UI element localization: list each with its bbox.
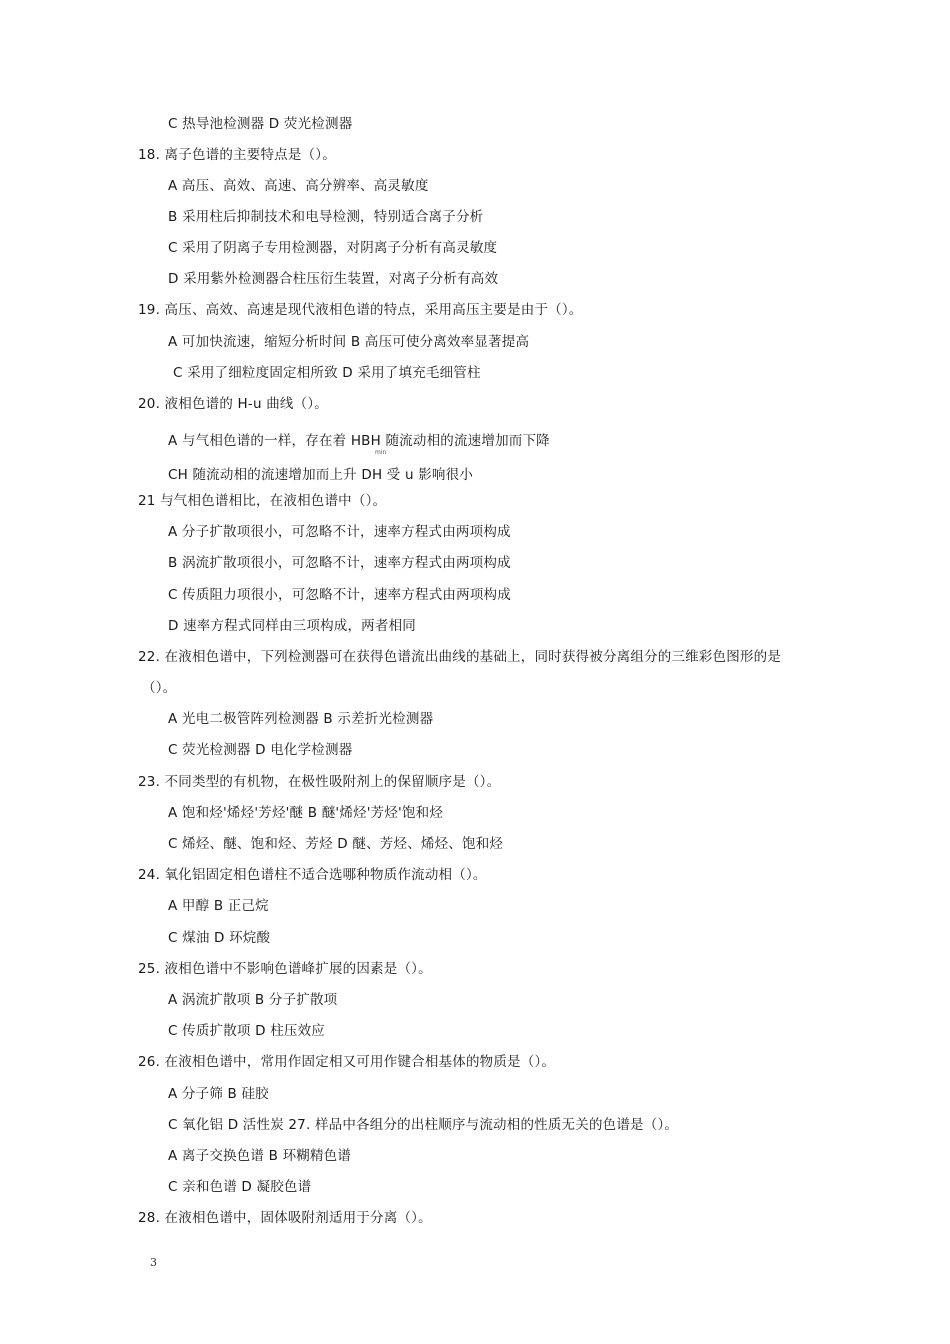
q27-option-cd: C 亲和色谱 D 凝胶色谱 [168, 1179, 312, 1195]
page-number: 3 [150, 1256, 157, 1269]
q23-option-cd: C 烯烃、醚、饱和烃、芳烃 D 醚、芳烃、烯烃、饱和烃 [168, 836, 504, 852]
q20-option-cd: CH 随流动相的流速增加而上升 DH 受 u 影响很小 [168, 467, 474, 483]
q20-stem: 20. 液相色谱的 H-u 曲线（）。 [138, 396, 328, 412]
q25-stem: 25. 液相色谱中不影响色谱峰扩展的因素是（）。 [138, 961, 432, 977]
q21-stem: 21 与气相色谱相比，在液相色谱中（）。 [138, 493, 387, 509]
q26-option-cd-q27-stem: C 氧化铝 D 活性炭 27. 样品中各组分的出柱顺序与流动相的性质无关的色谱是（）。 [168, 1117, 679, 1133]
q22-stem: 22. 在液相色谱中，下列检测器可在获得色谱流出曲线的基础上，同时获得被分离组分的三维彩色图形的是 [138, 649, 782, 665]
q18-stem: 18. 离子色谱的主要特点是（）。 [138, 147, 336, 163]
q22-option-cd: C 荧光检测器 D 电化学检测器 [168, 742, 353, 758]
q20-option-ab: A 与气相色谱的一样，存在着 HBH 随流动相的流速增加而下降 [168, 433, 550, 449]
q26-stem: 26. 在液相色谱中，常用作固定相又可用作键合相基体的物质是（）。 [138, 1054, 556, 1070]
q18-option-b: B 采用柱后抑制技术和电导检测，特别适合离子分析 [168, 209, 484, 225]
q22-stem-cont: （）。 [142, 680, 177, 696]
q24-stem: 24. 氧化铝固定相色谱柱不适合选哪种物质作流动相（）。 [138, 867, 487, 883]
q21-option-b: B 涡流扩散项很小，可忽略不计，速率方程式由两项构成 [168, 555, 511, 571]
q18-option-c: C 采用了阴离子专用检测器，对阴离子分析有高灵敏度 [168, 240, 498, 256]
q23-option-ab: A 饱和烃'烯烃'芳烃'醚 B 醚'烯烃'芳烃'饱和烃 [168, 805, 444, 821]
q27-option-ab: A 离子交换色谱 B 环糊精色谱 [168, 1148, 352, 1164]
q24-option-cd: C 煤油 D 环烷酸 [168, 930, 271, 946]
q26-option-ab: A 分子筛 B 硅胶 [168, 1086, 269, 1102]
q18-option-a: A 高压、高效、高速、高分辨率、高灵敏度 [168, 178, 429, 194]
q23-stem: 23. 不同类型的有机物，在极性吸附剂上的保留顺序是（）。 [138, 774, 501, 790]
q25-option-cd: C 传质扩散项 D 柱压效应 [168, 1023, 325, 1039]
q17-option-cd: C 热导池检测器 D 荧光检测器 [168, 116, 353, 132]
q24-option-ab: A 甲醇 B 正己烷 [168, 898, 269, 914]
q18-option-d: D 采用紫外检测器合柱压衍生装置，对离子分析有高效 [168, 271, 499, 287]
q19-option-cd: C 采用了细粒度固定相所致 D 采用了填充毛细管柱 [173, 365, 481, 381]
subscript-min: min [375, 449, 387, 456]
q21-option-c: C 传质阻力项很小，可忽略不计，速率方程式由两项构成 [168, 587, 511, 603]
q21-option-d: D 速率方程式同样由三项构成，两者相同 [168, 618, 416, 634]
q22-option-ab: A 光电二极管阵列检测器 B 示差折光检测器 [168, 711, 434, 727]
q19-option-ab: A 可加快流速，缩短分析时间 B 高压可使分离效率显著提高 [168, 334, 530, 350]
q25-option-ab: A 涡流扩散项 B 分子扩散项 [168, 992, 338, 1008]
q21-option-a: A 分子扩散项很小，可忽略不计，速率方程式由两项构成 [168, 524, 511, 540]
q28-stem: 28. 在液相色谱中，固体吸附剂适用于分离（）。 [138, 1210, 432, 1226]
q19-stem: 19. 高压、高效、高速是现代液相色谱的特点，采用高压主要是由于（）。 [138, 302, 583, 318]
